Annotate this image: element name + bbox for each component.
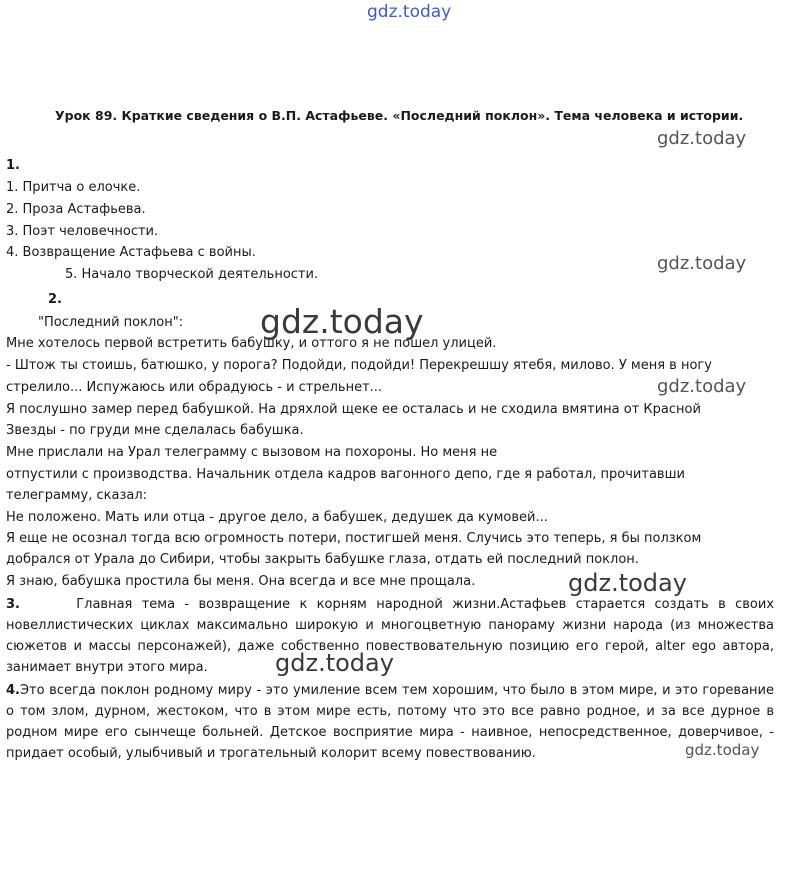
text-line: телеграмму, сказал: (6, 488, 148, 503)
text-line: Мне прислали на Урал телеграмму с вызовом на похороны. Но меня не (6, 445, 498, 460)
text-line: Я еще не осознал тогда всю огромность потери, постигшей меня. Случись это теперь, я бы ползком (6, 531, 702, 546)
text-line: отпустили с производства. Начальник отдела кадров вагонного депо, где я работал, прочитавши (6, 467, 685, 482)
watermark: gdz.today (568, 569, 687, 597)
section-4-paragraph (6, 680, 774, 764)
section-4-text: Это всегда поклон родному миру - это умиление всем тем хорошим, что было в этом мире, и это горевание о том злом, дурном, жестоком, что в этом мире есть, потому что это все равно родное, и за все дурное в родном мире его сынчеще больней. Детское восприятие мира - наивное, непосредственное, доверчивое, - придает особый, улыбчивый и трогательный колорит всему повествованию. (6, 683, 774, 761)
text-line: Звезды - по груди мне сделалась бабушка. (6, 423, 304, 438)
section-4-number: 4. (6, 683, 20, 698)
list-item: 1. Притча о елочке. (6, 180, 141, 195)
text-line: - Штож ты стоишь, батюшко, у порога? Подойди, подойди! Перекрешшу ятебя, милово. У меня в ногу (6, 358, 712, 373)
watermark: gdz.today (657, 253, 747, 274)
text-line: Мне хотелось первой встретить бабушку, и оттого я не пошел улицей. (6, 336, 497, 351)
section-3-number: 3. (6, 597, 20, 612)
section-3-text: Главная тема - возвращение к корням народной жизни.Астафьев старается создать в своих новеллистических циклах максимально широкую и многоцветную панораму жизни народа (из множества сюжетов и массы персонажей), даже собственно повествовательную позицию его герой, alter ego автора, занимает внутри этого мира. (6, 597, 775, 675)
text-line: Я послушно замер перед бабушкой. На дряхлой щеке ее осталась и не сходила вмятина от Красной (6, 402, 701, 417)
watermark: gdz.today (275, 649, 394, 677)
watermark: gdz.today (657, 128, 747, 149)
watermark-top: gdz.today (367, 2, 452, 22)
section-3-paragraph (6, 594, 774, 678)
list-item: 5. Начало творческой деятельности. (65, 267, 319, 282)
text-line: Я знаю, бабушка простила бы меня. Она всегда и все мне прощала. (6, 574, 476, 589)
section-2-heading: "Последний поклон": (38, 315, 184, 330)
watermark: gdz.today (685, 741, 760, 759)
watermark: gdz.today (260, 302, 424, 341)
list-item: 2. Проза Астафьева. (6, 202, 146, 217)
text-line: Не положено. Мать или отца - другое дело, а бабушек, дедушек да кумовей... (6, 510, 548, 525)
section-1-number: 1. (6, 158, 20, 173)
text-line: добрался от Урала до Сибири, чтобы закрыть бабушке глаза, отдать ей последний поклон. (6, 552, 639, 567)
section-2-number: 2. (48, 292, 62, 307)
lesson-title: Урок 89. Краткие сведения о В.П. Астафьеве. «Последний поклон». Тема человека и истории. (55, 108, 744, 123)
watermark: gdz.today (657, 376, 747, 397)
list-item: 4. Возвращение Астафьева с войны. (6, 245, 256, 260)
text-line: стрелило... Испужаюсь или обрадуюсь - и стрельнет... (6, 380, 383, 395)
list-item: 3. Поэт человечности. (6, 224, 159, 239)
